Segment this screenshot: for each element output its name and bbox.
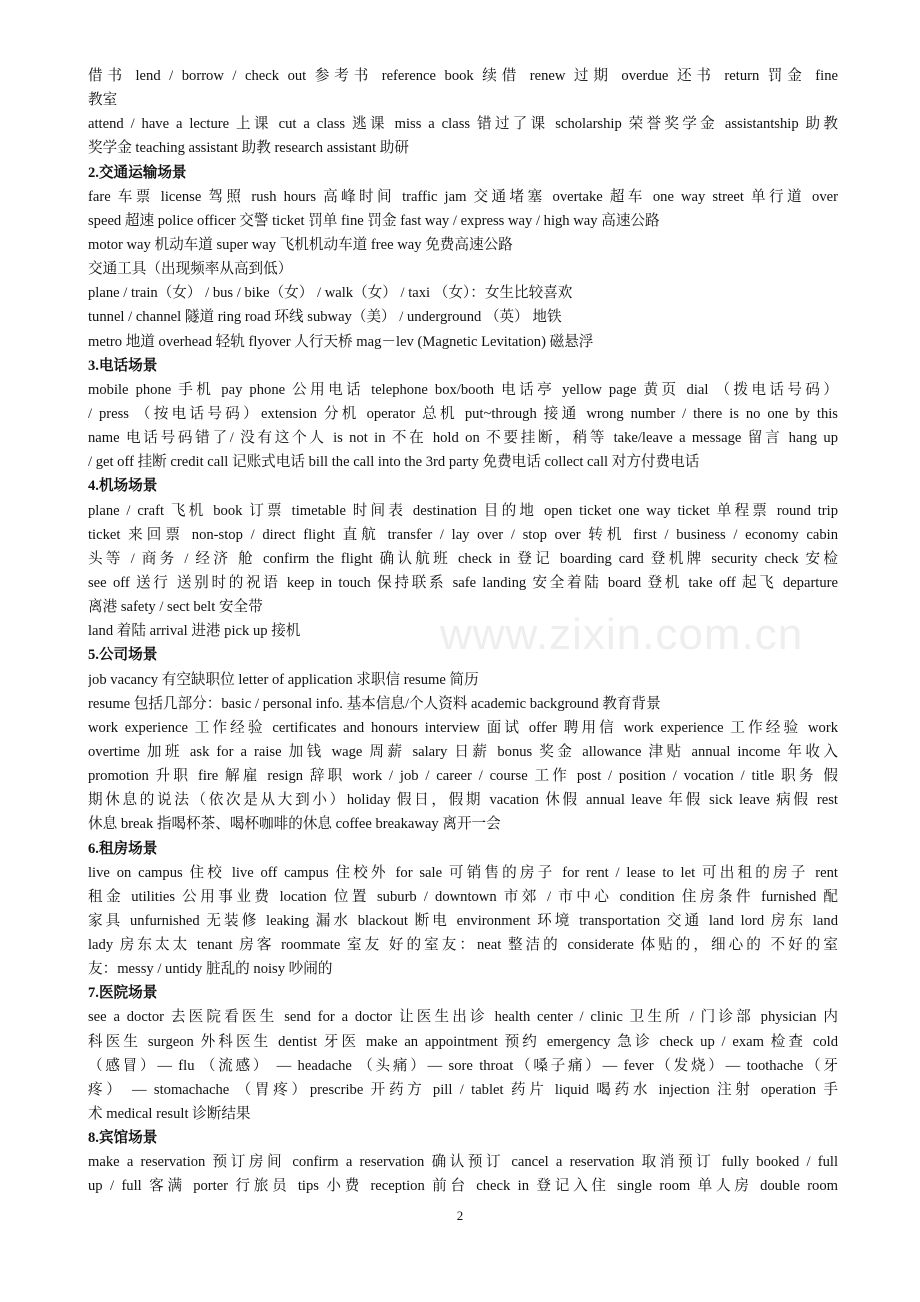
text-line: speed 超速 police officer 交警 ticket 罚单 fine 罚金 fast way / express way / high way 高速公路	[88, 212, 660, 229]
text-line: plane / train（女） / bus / bike（女） / walk（女） / taxi （女）：女生比较喜欢	[88, 285, 573, 302]
text-line: ticket 来回票 non-stop / direct flight 直航 transfer / lay over / stop over 转机 first / business / economy cabin	[88, 526, 838, 543]
text-line: mobile phone 手机 pay phone 公用电话 telephone box/booth 电话亭 yellow page 黄页 dial （拨电话号码）	[88, 381, 838, 398]
text-line: resume 包括几部分：basic / personal info. 基本信息/个人资料 academic background 教育背景	[88, 695, 661, 712]
text-line: up / full 客满 porter 行旅员 tips 小费 reception 前台 check in 登记入住 single room 单人房 double room	[88, 1178, 838, 1195]
text-line: 交通工具（出现频率从高到低）	[88, 261, 293, 278]
text-line: tunnel / channel 隧道 ring road 环线 subway（美） / underground （英） 地铁	[88, 309, 562, 326]
page-number: 2	[456, 1208, 464, 1223]
text-line: work experience 工作经验 certificates and honours interview 面试 offer 聘用信 work experience 工作经验 work	[88, 719, 838, 736]
text-line: lady 房东太太 tenant 房客 roommate 室友 好的室友：neat 整洁的 considerate 体贴的，细心的 不好的室	[88, 937, 838, 954]
text-line: 奖学金 teaching assistant 助教 research assistant 助研	[88, 140, 409, 157]
text-line: attend / have a lecture 上课 cut a class 逃课 miss a class 错过了课 scholarship 荣誉奖学金 assistantship 助教	[88, 116, 838, 133]
section-heading: 3.电话场景	[88, 357, 158, 374]
section-heading: 7.医院场景	[88, 985, 158, 1002]
text-line: make a reservation 预订房间 confirm a reservation 确认预订 cancel a reservation 取消预订 fully booked / full	[88, 1154, 838, 1171]
text-line: 家具 unfurnished 无装修 leaking 漏水 blackout 断电 environment 环境 transportation 交通 land lord 房东 land	[88, 912, 838, 929]
section-heading: 4.机场场景	[88, 478, 158, 495]
document-body	[88, 64, 838, 1199]
text-line: live on campus 住校 live off campus 住校外 for sale 可销售的房子 for rent / lease to let 可出租的房子 rent	[88, 864, 838, 881]
text-line: 借书 lend / borrow / check out 参考书 reference book 续借 renew 过期 overdue 还书 return 罚金 fine	[88, 68, 838, 84]
text-line: job vacancy 有空缺职位 letter of application 求职信 resume 简历	[88, 671, 479, 688]
text-line: / press （按电话号码）extension 分机 operator 总机 put~through 接通 wrong number / there is no one by this	[88, 405, 838, 422]
text-line: 期休息的说法（依次是从大到小）holiday 假日，假期 vacation 休假 annual leave 年假 sick leave 病假 rest	[88, 792, 838, 809]
text-line: motor way 机动车道 super way 飞机机动车道 free way 免费高速公路	[88, 236, 513, 253]
section-heading: 8.宾馆场景	[88, 1130, 158, 1147]
text-line: 疼） — stomachache （胃疼）prescribe 开药方 pill / tablet 药片 liquid 喝药水 injection 注射 operation 手	[88, 1081, 838, 1098]
text-line: 休息 break 指喝杯茶、喝杯咖啡的休息 coffee breakaway 离开一会	[88, 816, 501, 833]
text-line: 离港 safety / sect belt 安全带	[88, 599, 263, 616]
text-line: 友：messy / untidy 脏乱的 noisy 吵闹的	[88, 961, 333, 978]
text-line: 术 medical result 诊断结果	[88, 1106, 251, 1123]
text-line: 教室	[88, 92, 118, 109]
text-line: 科医生 surgeon 外科医生 dentist 牙医 make an appointment 预约 emergency 急诊 check up / exam 检查 cold	[88, 1033, 838, 1050]
text-line: see a doctor 去医院看医生 send for a doctor 让医生出诊 health center / clinic 卫生所 / 门诊部 physician 内	[88, 1009, 838, 1026]
text-line: （感冒）— flu （流感） — headache （头痛）— sore throat（嗓子痛）— fever（发烧）— toothache（牙	[88, 1057, 838, 1074]
section-heading: 5.公司场景	[88, 647, 158, 664]
text-line: / get off 挂断 credit call 记账式电话 bill the call into the 3rd party 免费电话 collect call 对方付费电话	[88, 454, 700, 471]
text-line: overtime 加班 ask for a raise 加钱 wage 周薪 salary 日薪 bonus 奖金 allowance 津贴 annual income 年收入	[88, 743, 838, 760]
text-line: see off 送行 送别时的祝语 keep in touch 保持联系 safe landing 安全着陆 board 登机 take off 起飞 departure	[88, 574, 838, 591]
text-line: plane / craft 飞机 book 订票 timetable 时间表 destination 目的地 open ticket one way ticket 单程票 round trip	[88, 502, 838, 519]
section-heading: 2.交通运输场景	[88, 164, 187, 181]
text-line: 租金 utilities 公用事业费 location 位置 suburb / downtown 市郊 / 市中心 condition 住房条件 furnished 配	[88, 888, 838, 905]
watermark: www.zixin.com.cn	[440, 610, 804, 659]
text-line: promotion 升职 fire 解雇 resign 辞职 work / job / career / course 工作 post / position / vocation / title 职务 假	[88, 768, 838, 785]
text-line: name 电话号码错了/ 没有这个人 is not in 不在 hold on 不要挂断，稍等 take/leave a message 留言 hang up	[88, 430, 838, 447]
text-line: metro 地道 overhead 轻轨 flyover 人行天桥 mag－lev (Magnetic Levitation) 磁悬浮	[88, 333, 594, 350]
text-line: land 着陆 arrival 进港 pick up 接机	[88, 623, 301, 640]
text-line: 头等 / 商务 / 经济 舱 confirm the flight 确认航班 check in 登记 boarding card 登机牌 security check 安检	[88, 550, 838, 567]
section-heading: 6.租房场景	[88, 840, 158, 857]
text-line: fare 车票 license 驾照 rush hours 高峰时间 traffic jam 交通堵塞 overtake 超车 one way street 单行道 over	[88, 188, 838, 205]
